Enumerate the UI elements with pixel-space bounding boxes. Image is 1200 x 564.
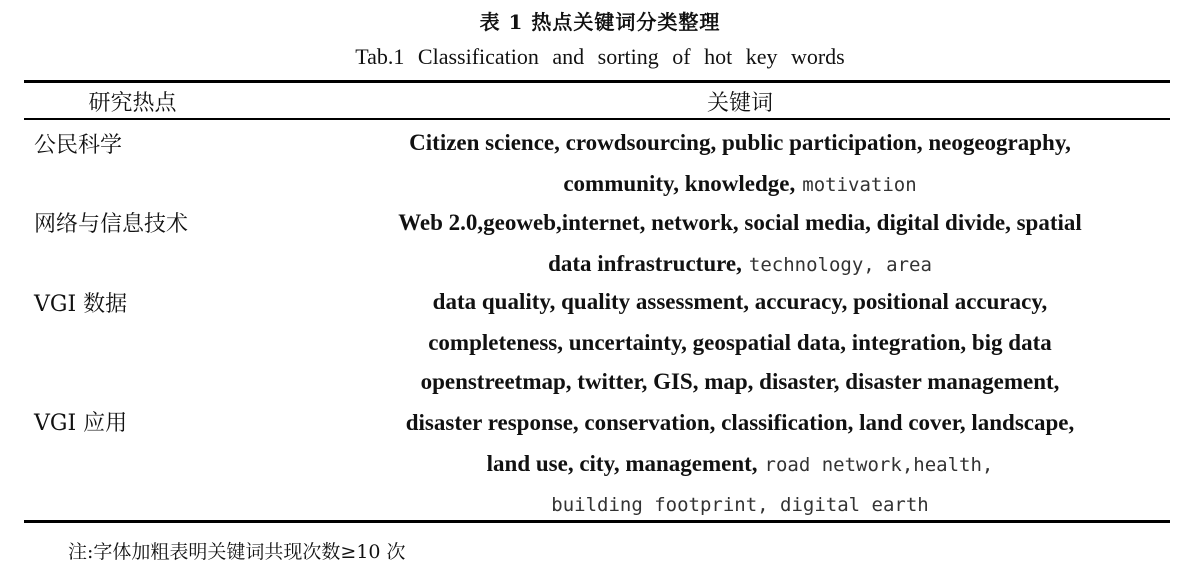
keyword-line <box>340 403 1140 444</box>
keywords-normal: road network,health, <box>764 454 994 476</box>
keyword-line <box>340 323 1140 364</box>
keywords-bold: Web 2.0,geoweb,internet, network, social media, digital divide, spatial <box>398 210 1082 235</box>
header-cell-keywords: 关键词 <box>706 91 773 116</box>
keywords-normal: motivation <box>802 174 917 196</box>
keywords-normal: building footprint, digital earth <box>551 494 929 516</box>
keyword-line <box>340 485 1140 525</box>
table-caption-cn: 表 1 热点关键词分类整理 <box>479 10 721 34</box>
keywords-bold: community, knowledge, <box>563 171 796 196</box>
row-topic-citizen-science: 公民科学 <box>34 133 123 158</box>
keywords-bold: disaster response, conservation, classification, land cover, landscape, <box>405 410 1075 435</box>
header-cell-topic: 研究热点 <box>88 91 177 116</box>
row-topic-vgi-data: VGI 数据 <box>34 292 128 317</box>
keywords-normal: technology, area <box>748 254 932 276</box>
keyword-line <box>340 203 1140 244</box>
row-keywords-vgi-application <box>340 362 1140 525</box>
keyword-line <box>340 282 1140 323</box>
keywords-bold: data quality, quality assessment, accuracy, positional accuracy, <box>432 289 1048 314</box>
header-rule <box>24 118 1170 120</box>
keywords-bold: data infrastructure, <box>548 251 742 276</box>
keyword-line <box>340 444 1140 485</box>
row-topic-network-tech: 网络与信息技术 <box>34 212 189 237</box>
row-keywords-citizen-science <box>340 123 1140 205</box>
table-caption-en: Tab.1 Classification and sorting of hot key words <box>355 44 845 69</box>
table-note: 注:字体加粗表明关键词共现次数≥10 次 <box>68 541 406 563</box>
keyword-line <box>340 362 1140 403</box>
keyword-line <box>340 123 1140 164</box>
keywords-bold: Citizen science, crowdsourcing, public participation, neogeography, <box>409 130 1071 155</box>
keywords-bold: completeness, uncertainty, geospatial data, integration, big data <box>428 330 1052 355</box>
row-keywords-network-tech <box>340 203 1140 285</box>
bottom-rule <box>24 520 1170 523</box>
row-topic-vgi-application: VGI 应用 <box>34 411 128 436</box>
keyword-line <box>340 164 1140 205</box>
keywords-bold: openstreetmap, twitter, GIS, map, disaster, disaster management, <box>420 369 1060 394</box>
keywords-bold: land use, city, management, <box>486 451 758 476</box>
row-keywords-vgi-data <box>340 282 1140 364</box>
keyword-line <box>340 244 1140 285</box>
top-rule <box>24 80 1170 83</box>
